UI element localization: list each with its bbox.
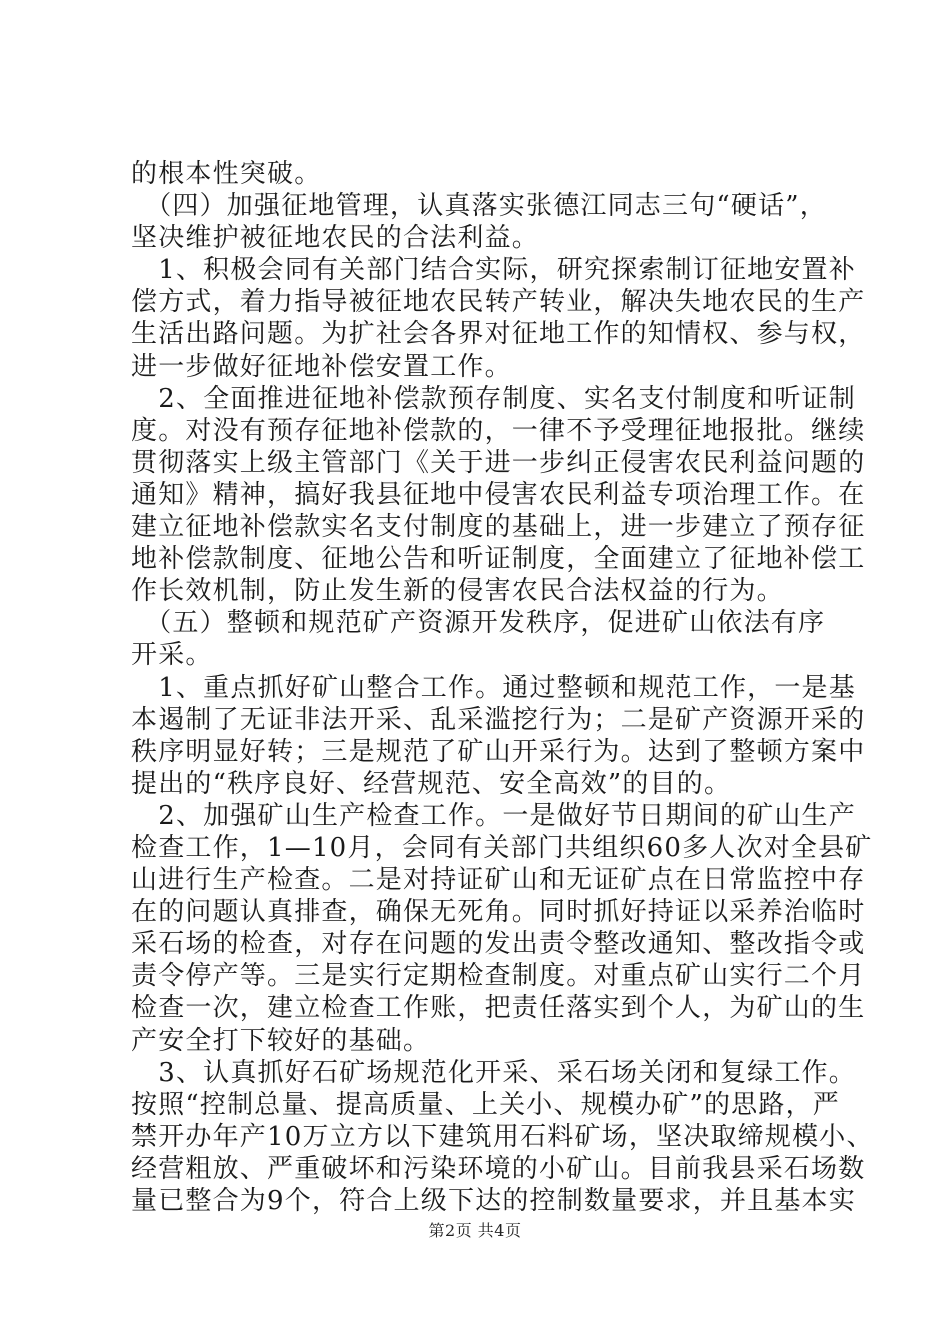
text-line: 检查工作，1—10月，会同有关部门共组织60多人次对全县矿 — [131, 832, 873, 863]
text-line: 责令停产等。三是实行定期检查制度。对重点矿山实行二个月 — [131, 961, 866, 992]
text-line: 生活出路问题。为扩社会各界对征地工作的知情权、参与权， — [131, 319, 866, 350]
text-line: 3、认真抓好石矿场规范化开采、采石场关闭和复绿工作。 — [131, 1057, 856, 1088]
text-line: 通知》精神，搞好我县征地中侵害农民利益专项治理工作。在 — [131, 479, 866, 510]
page-indicator: 第2页 共4页 — [428, 1221, 522, 1240]
text-line: 的根本性突破。 — [131, 159, 322, 189]
document-body — [131, 158, 874, 1217]
text-line: 山进行生产检查。二是对持证矿山和无证矿点在日常监控中存 — [131, 865, 866, 896]
text-line: 偿方式，着力指导被征地农民转产转业，解决失地农民的生产 — [131, 287, 866, 318]
text-line: 2、全面推进征地补偿款预存制度、实名支付制度和听证制 — [131, 383, 856, 414]
text-line: 建立征地补偿款实名支付制度的基础上，进一步建立了预存征 — [131, 512, 866, 543]
text-line: 1、重点抓好矿山整合工作。通过整顿和规范工作，一是基 — [131, 672, 856, 703]
text-line: 产安全打下较好的基础。 — [131, 1025, 431, 1056]
text-line: 量已整合为9个，符合上级下达的控制数量要求，并且基本实 — [131, 1186, 856, 1216]
text-line: 贯彻落实上级主管部门《关于进一步纠正侵害农民利益问题的 — [131, 447, 866, 478]
text-line: 坚决维护被征地农民的合法利益。 — [131, 223, 540, 254]
text-line: 禁开办年产10万立方以下建筑用石料矿场，坚决取缔规模小、 — [131, 1121, 874, 1152]
text-line: 1、积极会同有关部门结合实际，研究探索制订征地安置补 — [131, 255, 856, 286]
text-line: 采石场的检查，对存在问题的发出责令整改通知、整改指令或 — [131, 929, 866, 960]
text-line: 检查一次，建立检查工作账，把责任落实到个人，为矿山的生 — [131, 993, 866, 1024]
text-line: 在的问题认真排查，确保无死角。同时抓好持证以采养治临时 — [131, 897, 866, 928]
text-line: 提出的“秩序良好、经营规范、安全高效”的目的。 — [131, 768, 732, 799]
text-line: 度。对没有预存征地补偿款的，一律不予受理征地报批。继续 — [131, 415, 866, 446]
text-line: 开采。 — [131, 640, 213, 671]
text-line: 作长效机制，防止发生新的侵害农民合法权益的行为。 — [131, 576, 784, 607]
text-line: 2、加强矿山生产检查工作。一是做好节日期间的矿山生产 — [131, 800, 856, 831]
text-line: 地补偿款制度、征地公告和听证制度，全面建立了征地补偿工 — [131, 544, 866, 575]
text-line: （五）整顿和规范矿产资源开发秩序，促进矿山依法有序 — [131, 608, 826, 639]
text-line: 进一步做好征地补偿安置工作。 — [131, 351, 512, 382]
text-line: （四）加强征地管理，认真落实张德江同志三句“硬话”， — [131, 191, 827, 222]
text-line: 按照“控制总量、提高质量、上关小、规模办矿”的思路，严 — [131, 1089, 840, 1120]
text-line: 本遏制了无证非法开采、乱采滥挖行为；二是矿产资源开采的 — [131, 704, 866, 735]
text-line: 经营粗放、严重破坏和污染环境的小矿山。目前我县采石场数 — [131, 1153, 866, 1184]
text-line: 秩序明显好转；三是规范了矿山开采行为。达到了整顿方案中 — [131, 736, 866, 767]
